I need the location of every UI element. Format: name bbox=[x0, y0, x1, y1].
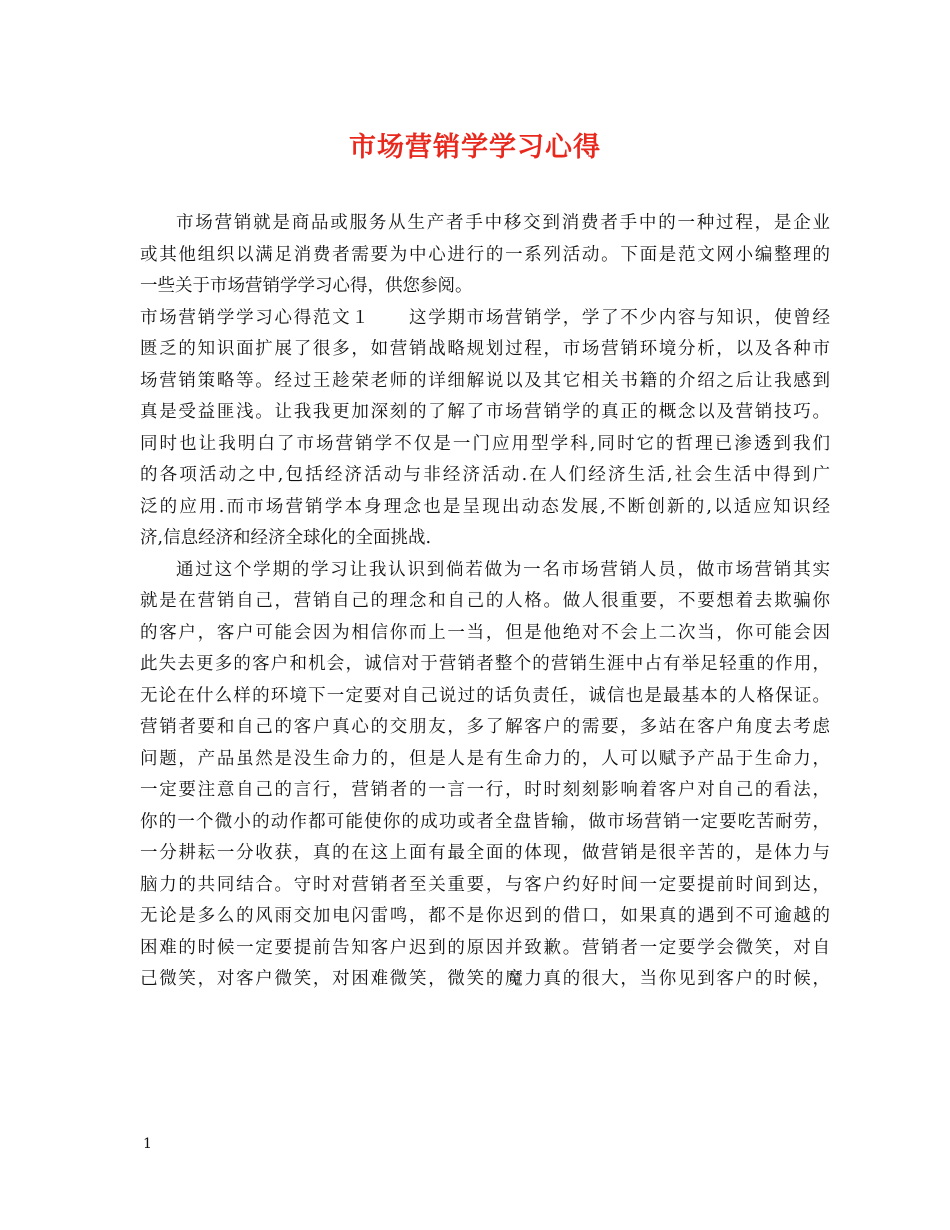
body-line-1: 市场营销就是商品或服务从生产者手中移交到消费者手中的一种过程，是企业 bbox=[176, 213, 830, 233]
body-line-8: 同时也让我明白了市场营销学不仅是一门应用型学科,同时它的哲理已渗透到我们 bbox=[140, 433, 830, 454]
document-body bbox=[140, 208, 830, 996]
body-line-9: 的各项活动之中,包括经济活动与非经济活动.在人们经济生活,社会生活中得到广 bbox=[140, 465, 830, 485]
body-line-7: 真是受益匪浅。让我我更加深刻的了解了市场营销学的真正的概念以及营销技巧。 bbox=[140, 402, 830, 422]
body-line-6: 场营销策略等。经过王趁荣老师的详细解说以及其它相关书籍的介绍之后让我感到 bbox=[140, 370, 830, 391]
body-line-22: 脑力的共同结合。守时对营销者至关重要，与客户约好时间一定要提前时间到达， bbox=[140, 874, 830, 895]
body-line-23: 无论是多么的风雨交加电闪雷鸣，都不是你迟到的借口，如果真的遇到不可逾越的 bbox=[140, 906, 830, 926]
body-line-17: 营销者要和自己的客户真心的交朋友，多了解客户的需要，多站在客户角度去考虑 bbox=[140, 717, 830, 737]
body-line-20: 你的一个微小的动作都可能使你的成功或者全盘皆输，做市场营销一定要吃苦耐劳， bbox=[140, 811, 830, 832]
body-line-5: 匮乏的知识面扩展了很多，如营销战略规划过程，市场营销环境分析，以及各种市 bbox=[140, 339, 830, 359]
body-line-12: 通过这个学期的学习让我认识到倘若做为一名市场营销人员，做市场营销其实 bbox=[176, 559, 830, 580]
body-line-13: 就是在营销自己，营销自己的理念和自己的人格。做人很重要，不要想着去欺骗你 bbox=[140, 591, 830, 611]
body-line-14: 的客户，客户可能会因为相信你而上一当，但是他绝对不会上二次当，你可能会因 bbox=[140, 622, 830, 643]
body-line-16: 无论在什么样的环境下一定要对自己说过的话负责任，诚信也是最基本的人格保证。 bbox=[140, 685, 830, 706]
body-line-19: 一定要注意自己的言行，营销者的一言一行，时时刻刻影响着客户对自己的看法， bbox=[140, 780, 830, 800]
body-line-3: 一些关于市场营销学学习心得，供您参阅。 bbox=[140, 276, 473, 296]
body-line-15: 此失去更多的客户和机会，诚信对于营销者整个的营销生涯中占有举足轻重的作用， bbox=[140, 654, 830, 674]
body-line-10: 泛的应用.而市场营销学本身理念也是呈现出动态发展,不断创新的,以适应知识经 bbox=[140, 496, 830, 517]
body-line-24: 困难的时候一定要提前告知客户迟到的原因并致歉。营销者一定要学会微笑，对自 bbox=[140, 937, 830, 958]
body-line-2: 或其他组织以满足消费者需要为中心进行的一系列活动。下面是范文网小编整理的 bbox=[140, 244, 830, 265]
document-title: 市场营销学学习心得 bbox=[349, 132, 601, 163]
body-line-21: 一分耕耘一分收获，真的在这上面有最全面的体现，做营销是很辛苦的，是体力与 bbox=[140, 843, 830, 863]
page-number: 1 bbox=[143, 1136, 152, 1152]
body-line-4: 市场营销学学习心得范文１ 这学期市场营销学，学了不少内容与知识，使曾经 bbox=[140, 307, 830, 328]
body-line-18: 问题，产品虽然是没生命力的，但是人是有生命力的，人可以赋予产品于生命力， bbox=[140, 748, 830, 769]
body-line-25: 己微笑，对客户微笑，对困难微笑，微笑的魔力真的很大，当你见到客户的时候， bbox=[140, 969, 830, 989]
body-line-11: 济,信息经济和经济全球化的全面挑战. bbox=[140, 528, 432, 548]
